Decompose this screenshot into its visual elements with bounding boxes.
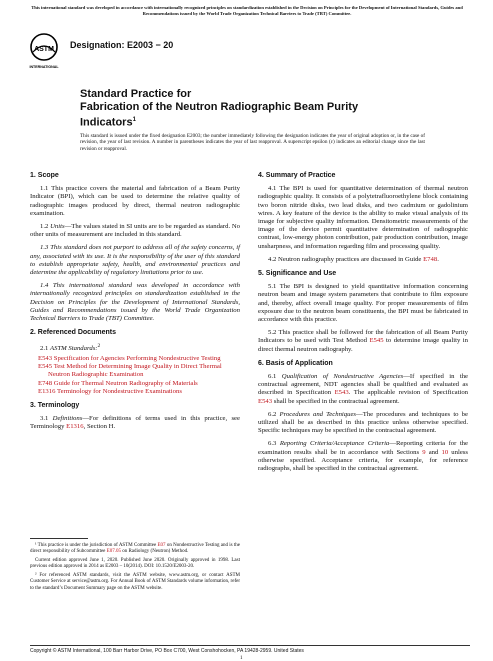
reference-link[interactable]: E545 <box>369 337 384 345</box>
reference-link[interactable]: E07.05 <box>106 549 121 555</box>
svg-text:INTERNATIONAL: INTERNATIONAL <box>29 65 59 69</box>
left-column <box>30 172 240 437</box>
section-heading-scope: 1. Scope <box>30 172 59 179</box>
section-heading-significance: 5. Significance and Use <box>258 270 337 278</box>
reference-link[interactable]: E1316 <box>66 423 84 431</box>
reference-list <box>30 355 240 396</box>
reference-item: E545 Test Method for Determining Image Quality in Direct Thermal Neutron Radiographic Examination <box>38 363 222 379</box>
designation: Designation: E2003 − 20 <box>70 40 174 50</box>
section-heading-summary: 4. Summary of Practice <box>258 172 336 179</box>
svg-text:ASTM: ASTM <box>34 46 54 53</box>
section-heading-terminology: 3. Terminology <box>30 401 80 409</box>
reference-link[interactable]: E07 <box>157 543 166 548</box>
paragraph-1-4: 1.4 This international standard was developed in accordance with internationally recognized principles on standardization established in the Decision on Principles for the Development of International Standards, Guides and Recommendations issued by the World Trade Organization Technical Barriers to Trade (TBT) Committee. <box>30 282 240 323</box>
paragraph-5-1: 5.1 The BPI is designed to yield quantitative information concerning neutron beam and image system parameters that contribute to film exposure and, thereby, affect overall image quality. For proper measurements of film exposure due to the neutron beam constituents, the BPI must be fabricated in accordance with this practice. <box>258 283 468 324</box>
reference-link[interactable]: E748 <box>423 255 438 263</box>
reference-link[interactable]: E543 <box>258 397 273 405</box>
paragraph-3-1: 3.1 Definitions—For definitions of terms used in this practice, see Terminology E1316, Section H. <box>30 415 240 431</box>
document-title <box>80 88 440 130</box>
paragraph-1-1: 1.1 This practice covers the material and fabrication of a Beam Purity Indicator (BPI), which can be used to determine the relative quality of radiographic images produced by direct, thermal neutron radiographic examination. <box>30 185 240 217</box>
paragraph-1-3: 1.3 This standard does not purport to address all of the safety concerns, if any, associated with its use. It is the responsibility of the user of this standard to establish appropriate safety, health, and environmental practices and determine the applicability of regulatory limitations prior to use. <box>30 244 240 277</box>
astm-logo <box>29 32 59 72</box>
reference-link[interactable]: E543 <box>334 389 349 397</box>
footer-divider <box>30 645 470 646</box>
title-line-1: Standard Practice for <box>80 88 192 100</box>
title-line-2: Fabrication of the Neutron Radiographic Beam Purity <box>80 101 359 113</box>
copyright-line: Copyright © ASTM International, 100 Barr Harbor Drive, PO Box C700, West Conshohocken, PA 19428-2959. United States <box>30 648 304 654</box>
paragraph-4-1: 4.1 The BPI is used for quantitative determination of thermal neutron radiographic quality. It consists of a polytetrafluoroethylene block containing two boron nitride disks, two lead disks, and two cadmium or gadolinium wires. A key feature of the device is the ability to make visual analysis of its image for subjective quality information. Densitometric measurements of the image of the device permit quantitative determination of radiographic contrast, low-energy photon contribution, pair production contribution, image unsharpness, and information regarding film and processing quality. <box>258 185 468 250</box>
paragraph-5-2: 5.2 This practice shall be followed for the fabrication of all Beam Purity Indicators to be used with Test Method E545 to determine image quality in direct thermal neutron radiography. <box>258 329 468 353</box>
title-footnote-marker: 1 <box>132 117 136 123</box>
right-column <box>258 172 468 478</box>
section-heading-referenced-documents: 2. Referenced Documents <box>30 329 116 337</box>
reference-link[interactable]: E1316 <box>38 387 56 395</box>
reference-item: E543 Specification for Agencies Performing Nondestructive Testing <box>38 354 221 362</box>
paragraph-1-2: 1.2 Units—The values stated in SI units are to be regarded as standard. No other units of measurement are included in this standard. <box>30 223 241 239</box>
reference-item: E748 Guide for Thermal Neutron Radiography of Materials <box>38 379 198 387</box>
section-heading-basis: 6. Basis of Application <box>258 359 333 367</box>
reference-link[interactable]: 10 <box>441 448 449 456</box>
development-notice: This international standard was developed in accordance with internationally recognized principles on standardization established in the Decision on Principles for the Development of International Standards, Guides and Recommendations issued by the World Trade Organization Technical Barriers to Trade (TBT) Committee. <box>31 5 463 16</box>
paragraph-6-2: 6.2 Procedures and Techniques—The procedures and techniques to be utilized shall be as described in this practice unless otherwise specified. Specific techniques may be specified in the contractual agreement. <box>258 410 468 435</box>
standard-issuance-note: This standard is issued under the fixed designation E2003; the number immediately following the designation indicates the year of original adoption or, in the case of revision, the year of last revision. A number in parentheses indicates the year of last reapproval. A superscript epsilon (ε) indicates an editorial change since the last revision or reapproval. <box>80 133 425 152</box>
paragraph-6-1: 6.1 Qualification of Nondestructive Agencies—If specified in the contractual agreement, NDT agencies shall be qualified and evaluated as described in Specification E543. The applicable revision of Specification E543 shall be specified in the contractual agreement. <box>258 373 469 405</box>
footnote-divider <box>30 538 88 539</box>
title-line-3: Indicators <box>80 116 133 129</box>
reference-link[interactable]: E545 <box>38 363 53 371</box>
footnotes <box>30 538 240 595</box>
reference-link[interactable]: 9 <box>422 448 426 456</box>
paragraph-2-1: 2.1 ASTM Standards:$^2$ <box>40 343 101 353</box>
paragraph-4-2: 4.2 Neutron radiography practices are discussed in Guide E748. <box>268 255 439 263</box>
reference-link[interactable]: E748 <box>38 379 53 387</box>
footnote-1-edition: Current edition approved June 1, 2020. Published June 2020. Originally approved in 1998. Last previous edition approved in 2014 as E2003 – 10(2014). DOI: 10.1520/E2003-20. <box>30 558 240 570</box>
footnote-1: ¹ This practice is under the jurisdiction of ASTM Committee E07 on Nondestructive Testing and is the direct responsibility of Subcommittee E07.05 on Radiology (Neutron) Method. <box>30 543 240 555</box>
paragraph-6-3: 6.3 Reporting Criteria/Acceptance Criteria—Reporting criteria for the examination results shall be in accordance with Sections 9 and 10 unless otherwise specified. Acceptance criteria, for example, for reference radiographs, shall be specified in the contractual agreement. <box>258 440 469 473</box>
reference-link[interactable]: E543 <box>38 354 53 362</box>
page-number: 1 <box>240 656 243 661</box>
reference-item: E1316 Terminology for Nondestructive Examinations <box>38 387 182 395</box>
footnote-2: ² For referenced ASTM standards, visit the ASTM website, www.astm.org, or contact ASTM Customer Service at service@astm.org. For Annual Book of ASTM Standards volume information, refer to the standard’s Document Summary page on the ASTM website. <box>30 573 240 591</box>
